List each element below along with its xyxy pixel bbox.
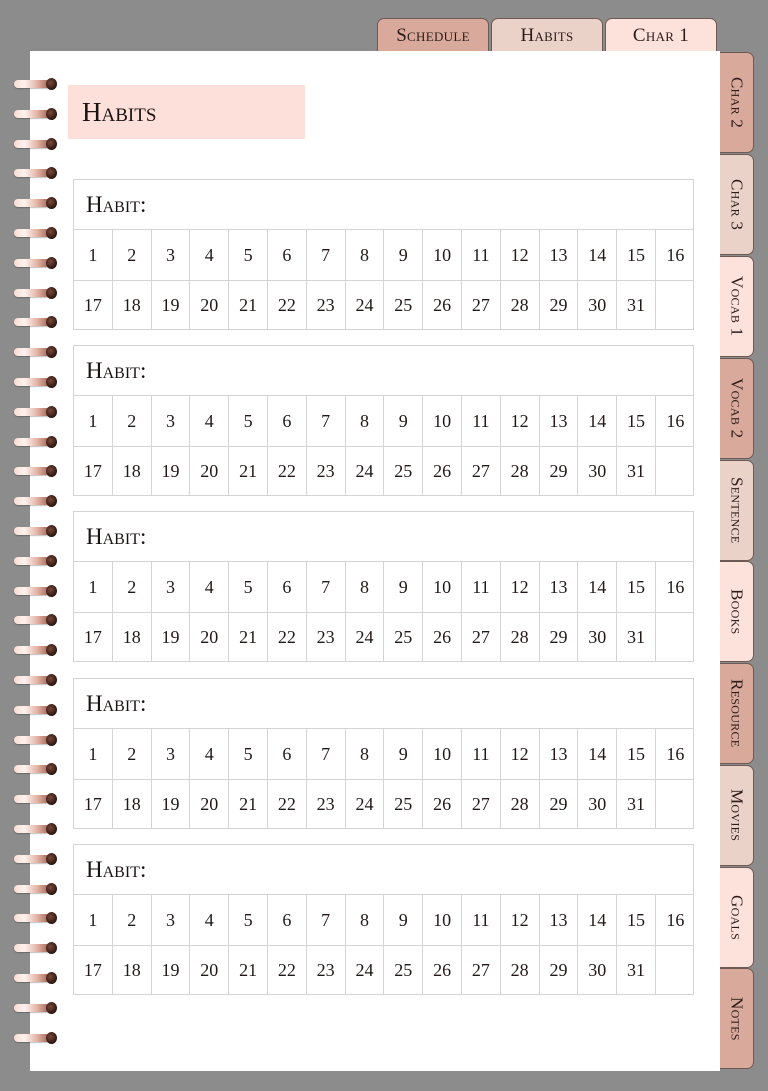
spiral-ring-icon bbox=[14, 644, 56, 656]
spiral-ring-icon bbox=[14, 525, 56, 537]
day-cell[interactable]: 26 bbox=[423, 780, 462, 829]
tab-label: Vocab 1 bbox=[727, 276, 747, 337]
day-cell[interactable]: 8 bbox=[346, 562, 385, 612]
spiral-ring-icon bbox=[14, 316, 56, 328]
habit-name-field[interactable] bbox=[74, 346, 693, 396]
day-cell[interactable]: 7 bbox=[307, 396, 346, 446]
day-cell[interactable]: 15 bbox=[617, 895, 656, 945]
page-title: Habits bbox=[82, 96, 157, 127]
day-cell[interactable]: 25 bbox=[384, 780, 423, 829]
tab-schedule[interactable] bbox=[377, 18, 489, 52]
spiral-ring-icon bbox=[14, 287, 56, 299]
spiral-ring-icon bbox=[14, 853, 56, 865]
day-cell[interactable]: 19 bbox=[152, 447, 191, 496]
day-cell[interactable]: 27 bbox=[462, 447, 501, 496]
spiral-ring-icon bbox=[14, 763, 56, 775]
spiral-ring-icon bbox=[14, 465, 56, 477]
habit-label: Habit: bbox=[86, 357, 147, 383]
day-cell[interactable]: 29 bbox=[540, 780, 579, 829]
day-cell[interactable]: 14 bbox=[578, 562, 617, 612]
tab-resource[interactable] bbox=[720, 663, 754, 764]
day-cell[interactable]: 31 bbox=[617, 946, 656, 995]
habit-tracker bbox=[73, 678, 694, 829]
day-cell[interactable]: 21 bbox=[229, 780, 268, 829]
day-cell[interactable]: 11 bbox=[462, 230, 501, 280]
page-title-box bbox=[68, 85, 305, 139]
day-cell[interactable]: 6 bbox=[268, 396, 307, 446]
day-cell[interactable]: 2 bbox=[113, 562, 152, 612]
day-cell[interactable]: 19 bbox=[152, 613, 191, 662]
tab-label: Movies bbox=[727, 789, 747, 842]
tab-char-2[interactable] bbox=[720, 52, 754, 153]
habit-tracker bbox=[73, 511, 694, 662]
day-cell[interactable]: 23 bbox=[307, 946, 346, 995]
day-cell[interactable]: 10 bbox=[423, 230, 462, 280]
day-cell[interactable]: 3 bbox=[152, 562, 191, 612]
day-cell-empty bbox=[656, 447, 695, 496]
day-cell[interactable]: 27 bbox=[462, 946, 501, 995]
day-cell[interactable]: 26 bbox=[423, 447, 462, 496]
day-cell[interactable]: 22 bbox=[268, 946, 307, 995]
day-cell[interactable]: 29 bbox=[540, 613, 579, 662]
day-cell[interactable]: 2 bbox=[113, 895, 152, 945]
day-cell[interactable]: 1 bbox=[74, 729, 113, 779]
tab-label: Char 3 bbox=[727, 178, 747, 231]
day-cell[interactable]: 21 bbox=[229, 946, 268, 995]
day-cell[interactable]: 12 bbox=[501, 895, 540, 945]
day-cell[interactable]: 28 bbox=[501, 946, 540, 995]
day-cell[interactable]: 15 bbox=[617, 396, 656, 446]
day-cell[interactable]: 13 bbox=[540, 895, 579, 945]
day-cell[interactable]: 18 bbox=[113, 281, 152, 330]
day-cell[interactable]: 17 bbox=[74, 946, 113, 995]
habit-label: Habit: bbox=[86, 856, 147, 882]
tab-label: Char 2 bbox=[727, 76, 747, 129]
spiral-ring-icon bbox=[14, 108, 56, 120]
day-cell[interactable]: 9 bbox=[384, 562, 423, 612]
day-cell[interactable]: 6 bbox=[268, 230, 307, 280]
day-cell[interactable]: 12 bbox=[501, 396, 540, 446]
day-cell[interactable]: 30 bbox=[578, 447, 617, 496]
spiral-ring-icon bbox=[14, 78, 56, 90]
habit-name-field[interactable] bbox=[74, 180, 693, 230]
day-cell[interactable]: 31 bbox=[617, 281, 656, 330]
day-cell[interactable]: 6 bbox=[268, 895, 307, 945]
day-cell[interactable]: 23 bbox=[307, 780, 346, 829]
day-cell[interactable]: 5 bbox=[229, 895, 268, 945]
tab-habits[interactable] bbox=[491, 18, 603, 52]
day-cell-empty bbox=[656, 281, 695, 330]
day-cell[interactable]: 16 bbox=[666, 909, 685, 930]
tab-label: Char 1 bbox=[632, 24, 690, 46]
day-cell[interactable]: 9 bbox=[384, 895, 423, 945]
day-cell[interactable]: 26 bbox=[423, 946, 462, 995]
habit-tracker bbox=[73, 179, 694, 330]
day-cell[interactable]: 2 bbox=[113, 230, 152, 280]
day-cell[interactable]: 13 bbox=[540, 396, 579, 446]
day-cell[interactable]: 7 bbox=[307, 230, 346, 280]
day-cell[interactable]: 20 bbox=[190, 946, 229, 995]
day-cell[interactable]: 28 bbox=[501, 447, 540, 496]
spiral-ring-icon bbox=[14, 227, 56, 239]
day-cell[interactable]: 3 bbox=[152, 729, 191, 779]
day-cell[interactable]: 16 bbox=[666, 576, 685, 597]
day-cell[interactable]: 31 bbox=[617, 780, 656, 829]
tab-movies[interactable] bbox=[720, 765, 754, 866]
spiral-ring-icon bbox=[14, 436, 56, 448]
tab-char-1[interactable] bbox=[605, 18, 717, 52]
habit-name-field[interactable] bbox=[74, 845, 693, 895]
day-cell[interactable]: 23 bbox=[307, 281, 346, 330]
day-cell[interactable]: 16 bbox=[666, 743, 685, 764]
spiral-ring-icon bbox=[14, 912, 56, 924]
day-cell[interactable]: 26 bbox=[423, 613, 462, 662]
day-cell[interactable]: 3 bbox=[152, 230, 191, 280]
habit-label: Habit: bbox=[86, 523, 147, 549]
day-cell[interactable]: 27 bbox=[462, 281, 501, 330]
tab-notes[interactable] bbox=[720, 968, 754, 1069]
day-cell[interactable]: 1 bbox=[74, 562, 113, 612]
day-cell[interactable]: 10 bbox=[423, 729, 462, 779]
tab-vocab-2[interactable] bbox=[720, 358, 754, 459]
days-row-1 bbox=[74, 562, 693, 612]
day-cell[interactable]: 17 bbox=[74, 447, 113, 496]
day-cell[interactable]: 27 bbox=[462, 780, 501, 829]
spiral-ring-icon bbox=[14, 197, 56, 209]
tab-label: Habits bbox=[520, 24, 574, 46]
day-cell[interactable]: 2 bbox=[113, 396, 152, 446]
day-cell[interactable]: 17 bbox=[74, 281, 113, 330]
day-cell[interactable]: 28 bbox=[501, 780, 540, 829]
tab-label: Sentence bbox=[727, 477, 747, 544]
day-cell[interactable]: 5 bbox=[229, 729, 268, 779]
day-cell[interactable]: 22 bbox=[268, 447, 307, 496]
day-cell[interactable]: 9 bbox=[384, 729, 423, 779]
tab-label: Resource bbox=[727, 679, 747, 748]
day-cell[interactable]: 25 bbox=[384, 447, 423, 496]
spiral-ring-icon bbox=[14, 138, 56, 150]
day-cell[interactable]: 19 bbox=[152, 780, 191, 829]
tab-char-3[interactable] bbox=[720, 154, 754, 255]
days-row-2 bbox=[74, 446, 693, 496]
tab-label: Notes bbox=[727, 996, 747, 1041]
day-cell[interactable]: 5 bbox=[229, 562, 268, 612]
day-cell[interactable]: 16 bbox=[666, 410, 685, 431]
day-cell[interactable]: 26 bbox=[423, 281, 462, 330]
days-row-2 bbox=[74, 612, 693, 662]
spiral-ring-icon bbox=[14, 793, 56, 805]
habit-tracker bbox=[73, 345, 694, 496]
day-cell[interactable]: 7 bbox=[307, 895, 346, 945]
planner-page bbox=[30, 51, 720, 1071]
spiral-ring-icon bbox=[14, 585, 56, 597]
day-cell[interactable]: 2 bbox=[113, 729, 152, 779]
day-cell[interactable]: 15 bbox=[617, 729, 656, 779]
day-cell[interactable]: 8 bbox=[346, 895, 385, 945]
day-cell[interactable]: 20 bbox=[190, 613, 229, 662]
habit-name-field[interactable] bbox=[74, 512, 693, 562]
day-cell[interactable]: 5 bbox=[229, 396, 268, 446]
day-cell[interactable]: 21 bbox=[229, 613, 268, 662]
day-cell[interactable]: 1 bbox=[74, 396, 113, 446]
days-row-2 bbox=[74, 280, 693, 330]
day-cell[interactable]: 3 bbox=[152, 895, 191, 945]
day-cell-empty bbox=[656, 780, 695, 829]
days-row-1 bbox=[74, 396, 693, 446]
day-cell[interactable]: 6 bbox=[268, 729, 307, 779]
day-cell[interactable]: 24 bbox=[346, 281, 385, 330]
day-cell[interactable]: 30 bbox=[578, 780, 617, 829]
habit-label: Habit: bbox=[86, 191, 147, 217]
day-cell[interactable]: 23 bbox=[307, 447, 346, 496]
day-cell[interactable]: 22 bbox=[268, 281, 307, 330]
day-cell[interactable]: 20 bbox=[190, 281, 229, 330]
day-cell[interactable]: 12 bbox=[501, 729, 540, 779]
spiral-ring-icon bbox=[14, 883, 56, 895]
day-cell[interactable]: 11 bbox=[462, 562, 501, 612]
spiral-ring-icon bbox=[14, 555, 56, 567]
day-cell-empty bbox=[656, 613, 695, 662]
day-cell[interactable]: 10 bbox=[423, 562, 462, 612]
day-cell[interactable]: 25 bbox=[384, 281, 423, 330]
day-cell[interactable]: 20 bbox=[190, 780, 229, 829]
spiral-ring-icon bbox=[14, 167, 56, 179]
day-cell[interactable]: 25 bbox=[384, 613, 423, 662]
day-cell[interactable]: 5 bbox=[229, 230, 268, 280]
spiral-ring-icon bbox=[14, 1002, 56, 1014]
day-cell[interactable]: 12 bbox=[501, 230, 540, 280]
day-cell[interactable]: 4 bbox=[190, 562, 229, 612]
day-cell[interactable]: 30 bbox=[578, 946, 617, 995]
day-cell[interactable]: 27 bbox=[462, 613, 501, 662]
days-row-1 bbox=[74, 230, 693, 280]
spiral-ring-icon bbox=[14, 495, 56, 507]
day-cell[interactable]: 18 bbox=[113, 447, 152, 496]
spiral-ring-icon bbox=[14, 376, 56, 388]
day-cell[interactable]: 18 bbox=[113, 613, 152, 662]
spiral-ring-icon bbox=[14, 346, 56, 358]
day-cell[interactable]: 8 bbox=[346, 396, 385, 446]
day-cell[interactable]: 11 bbox=[462, 729, 501, 779]
day-cell[interactable]: 18 bbox=[113, 780, 152, 829]
day-cell[interactable]: 30 bbox=[578, 613, 617, 662]
tab-vocab-1[interactable] bbox=[720, 256, 754, 357]
spiral-ring-icon bbox=[14, 734, 56, 746]
habit-tracker bbox=[73, 844, 694, 995]
day-cell[interactable]: 9 bbox=[384, 230, 423, 280]
day-cell[interactable]: 18 bbox=[113, 946, 152, 995]
day-cell-empty bbox=[656, 946, 695, 995]
day-cell[interactable]: 12 bbox=[501, 562, 540, 612]
days-row-2 bbox=[74, 945, 693, 995]
day-cell[interactable]: 21 bbox=[229, 281, 268, 330]
day-cell[interactable]: 7 bbox=[307, 562, 346, 612]
day-cell[interactable]: 8 bbox=[346, 729, 385, 779]
day-cell[interactable]: 24 bbox=[346, 613, 385, 662]
day-cell[interactable]: 8 bbox=[346, 230, 385, 280]
day-cell[interactable]: 29 bbox=[540, 281, 579, 330]
day-cell[interactable]: 22 bbox=[268, 780, 307, 829]
day-cell[interactable]: 7 bbox=[307, 729, 346, 779]
day-cell[interactable]: 3 bbox=[152, 396, 191, 446]
day-cell[interactable]: 16 bbox=[666, 244, 685, 265]
spiral-ring-icon bbox=[14, 674, 56, 686]
day-cell[interactable]: 14 bbox=[578, 729, 617, 779]
day-cell[interactable]: 21 bbox=[229, 447, 268, 496]
spiral-ring-icon bbox=[14, 972, 56, 984]
tab-label: Vocab 2 bbox=[727, 378, 747, 439]
day-cell[interactable]: 9 bbox=[384, 396, 423, 446]
tab-label: Books bbox=[727, 588, 747, 635]
day-cell[interactable]: 13 bbox=[540, 230, 579, 280]
day-cell[interactable]: 10 bbox=[423, 396, 462, 446]
tab-sentence[interactable] bbox=[720, 460, 754, 561]
day-cell[interactable]: 22 bbox=[268, 613, 307, 662]
day-cell[interactable]: 30 bbox=[578, 281, 617, 330]
day-cell[interactable]: 11 bbox=[462, 396, 501, 446]
day-cell[interactable]: 31 bbox=[617, 447, 656, 496]
day-cell[interactable]: 14 bbox=[578, 396, 617, 446]
tab-label: Goals bbox=[727, 894, 747, 941]
days-row-1 bbox=[74, 895, 693, 945]
day-cell[interactable]: 13 bbox=[540, 729, 579, 779]
day-cell[interactable]: 25 bbox=[384, 946, 423, 995]
day-cell[interactable]: 14 bbox=[578, 230, 617, 280]
day-cell[interactable]: 28 bbox=[501, 281, 540, 330]
habit-label: Habit: bbox=[86, 690, 147, 716]
day-cell[interactable]: 29 bbox=[540, 946, 579, 995]
day-cell[interactable]: 29 bbox=[540, 447, 579, 496]
day-cell[interactable]: 15 bbox=[617, 562, 656, 612]
day-cell[interactable]: 23 bbox=[307, 613, 346, 662]
day-cell[interactable]: 24 bbox=[346, 780, 385, 829]
day-cell[interactable]: 10 bbox=[423, 895, 462, 945]
day-cell[interactable]: 17 bbox=[74, 613, 113, 662]
day-cell[interactable]: 19 bbox=[152, 281, 191, 330]
spiral-ring-icon bbox=[14, 614, 56, 626]
day-cell[interactable]: 19 bbox=[152, 946, 191, 995]
days-row-1 bbox=[74, 729, 693, 779]
spiral-ring-icon bbox=[14, 257, 56, 269]
habit-name-field[interactable] bbox=[74, 679, 693, 729]
day-cell[interactable]: 31 bbox=[617, 613, 656, 662]
day-cell[interactable]: 1 bbox=[74, 230, 113, 280]
day-cell[interactable]: 6 bbox=[268, 562, 307, 612]
day-cell[interactable]: 4 bbox=[190, 230, 229, 280]
spiral-ring-icon bbox=[14, 823, 56, 835]
day-cell[interactable]: 15 bbox=[617, 230, 656, 280]
day-cell[interactable]: 1 bbox=[74, 895, 113, 945]
spiral-ring-icon bbox=[14, 1032, 56, 1044]
day-cell[interactable]: 11 bbox=[462, 895, 501, 945]
tab-goals[interactable] bbox=[720, 867, 754, 968]
tab-books[interactable] bbox=[720, 561, 754, 662]
days-row-2 bbox=[74, 779, 693, 829]
spiral-ring-icon bbox=[14, 942, 56, 954]
day-cell[interactable]: 24 bbox=[346, 946, 385, 995]
day-cell[interactable]: 14 bbox=[578, 895, 617, 945]
day-cell[interactable]: 20 bbox=[190, 447, 229, 496]
day-cell[interactable]: 13 bbox=[540, 562, 579, 612]
spiral-ring-icon bbox=[14, 704, 56, 716]
day-cell[interactable]: 4 bbox=[190, 895, 229, 945]
day-cell[interactable]: 17 bbox=[74, 780, 113, 829]
day-cell[interactable]: 4 bbox=[190, 729, 229, 779]
day-cell[interactable]: 28 bbox=[501, 613, 540, 662]
spiral-ring-icon bbox=[14, 406, 56, 418]
day-cell[interactable]: 4 bbox=[190, 396, 229, 446]
day-cell[interactable]: 24 bbox=[346, 447, 385, 496]
tab-label: Schedule bbox=[396, 24, 470, 46]
